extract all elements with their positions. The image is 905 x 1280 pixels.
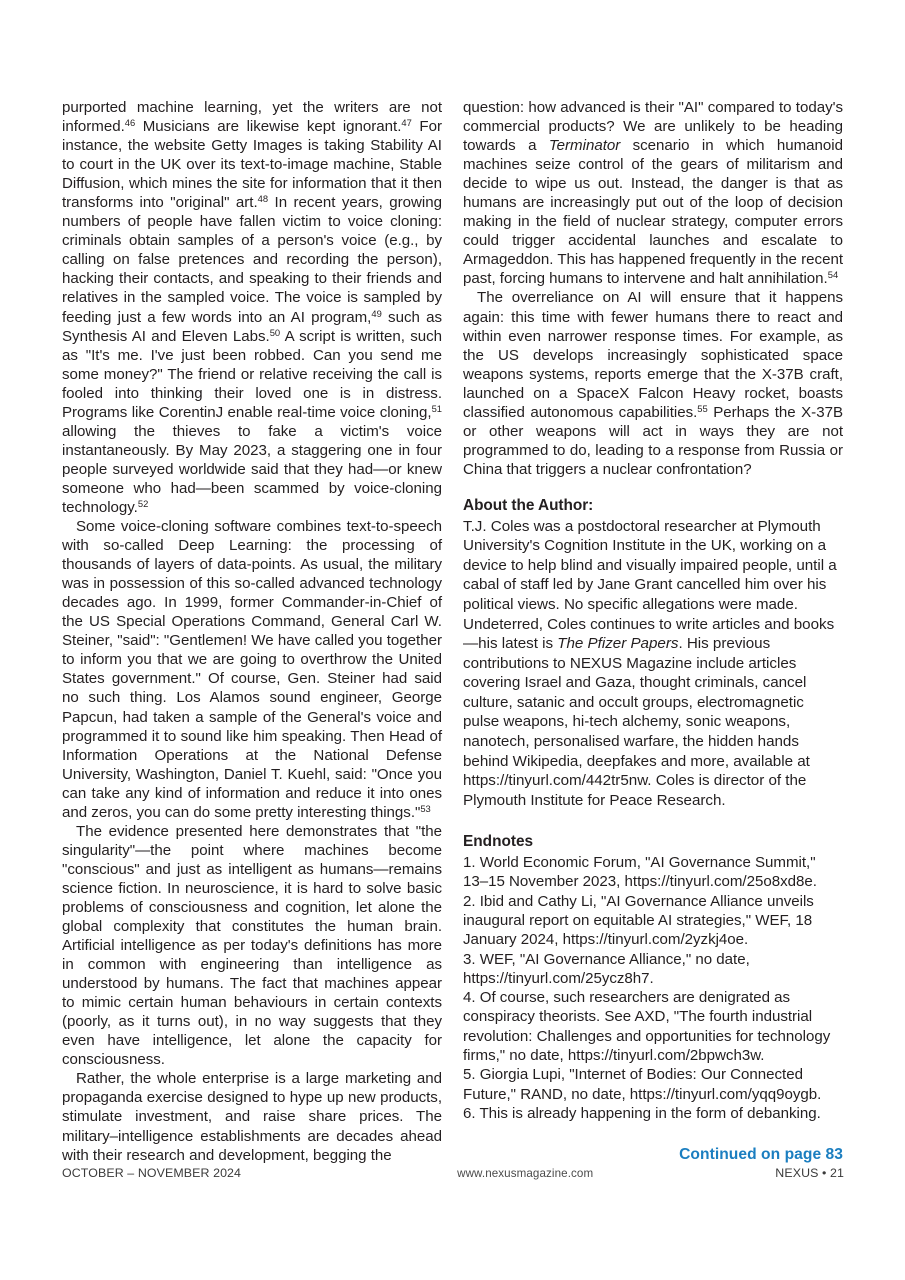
para1-text-f: A script is written, such as "It's me. I've just been robbed. Can you send me some money?" The friend or relative receiving the call is fooled into thinking their loved one is in distress. Programs like CorentinJ enable real-time voice cloning, <box>62 327 442 421</box>
about-the-author-heading: About the Author: <box>463 496 594 514</box>
endnote-marker-47: 47 <box>401 117 412 129</box>
endnote-marker-53: 53 <box>420 802 431 814</box>
endnote-marker-54: 54 <box>827 269 839 281</box>
about-the-author-section <box>463 496 843 811</box>
endnote-marker-55: 55 <box>697 402 708 414</box>
paragraph-continued-from-previous-page <box>62 98 442 517</box>
about-text-a: T.J. Coles was a postdoctoral researcher at Plymouth University's Cognition Institute in the UK, working on a device to help blind and visually impaired people, until a cabal of staff led by Jane Grant cancelled him over his political views. No specific allegations were made. Undeterred, Coles continues to write articles and books—his latest is <box>463 517 837 653</box>
footer-page-number: NEXUS • 21 <box>775 1166 844 1180</box>
endnotes-section <box>463 832 843 1123</box>
right-column <box>463 98 843 1164</box>
page-footer <box>62 1166 844 1184</box>
rpara2-text-a: The overreliance on AI will ensure that it happens again: this time with fewer humans there to react and within even narrower response times. For example, as the US develops increasingly sophisticated space weapons systems, reports emerge that the X-37B craft, launched on a SpaceX Falcon Heavy rocket, boasts classified autonomous capabilities. <box>463 289 843 421</box>
para1-text-d: In recent years, growing numbers of people have fallen victim to voice cloning: criminals obtain samples of a person's voice (e.g., by calling on false pretences and recording the person), hacking their contacts, and speaking to their friends and relatives in the sampled voice. The voice is sampled by feeding just a few words into an AI program, <box>62 194 442 326</box>
two-column-body <box>62 98 844 1164</box>
para1-text-a: purported machine learning, yet the writers are not informed. <box>62 99 442 136</box>
footer-issue-date: OCTOBER – NOVEMBER 2024 <box>62 1166 242 1180</box>
endnote-marker-49: 49 <box>371 307 382 319</box>
endnote-item: 4. Of course, such researchers are denigrated as conspiracy theorists. See AXD, "The fourth industrial revolution: Challenges and opportunities for technology firms," no date, https://tinyurl.com/2bpwch3w. <box>463 989 831 1064</box>
paragraph-terminator-scenario <box>463 98 843 288</box>
rpara1-text-a: question: how advanced is their "AI" compared to today's commercial products? We are unlikely to be heading towards a <box>463 99 843 155</box>
endnote-marker-50: 50 <box>269 326 281 338</box>
footer-website-url: www.nexusmagazine.com <box>457 1167 594 1180</box>
endnote-item: 1. World Economic Forum, "AI Governance Summit," 13–15 November 2023, https://tinyurl.com/25o8xd8e. <box>463 854 817 891</box>
endnote-item: 2. Ibid and Cathy Li, "AI Governance Alliance unveils inaugural report on equitable AI strategies," WEF, 18 January 2024, https://tinyurl.com/2yzkj4oe. <box>463 892 814 949</box>
about-text-b: . His previous contributions to NEXUS Magazine include articles covering Israel and Gaza, thought criminals, cancel culture, satanic and occult groups, electromagnetic pulse weapons, hi-tech alchemy, sonic weapons, nanotech, personalised warfare, the hidden hands behind Wikipedia, deepfakes and more, available at https://tinyurl.com/442tr5nw. Coles is director of the Plymouth Institute for Peace Research. <box>463 635 810 809</box>
endnote-marker-48: 48 <box>257 193 269 205</box>
endnote-item: 6. This is already happening in the form of debanking. <box>463 1104 821 1122</box>
rpara1-text-b: scenario in which humanoid machines seize control of the gears of militarism and decide to wipe us out. Instead, the danger is that as humans are increasingly put out of the loop of decision making in the field of nuclear strategy, computer errors could trigger accidental launches and escalate to Armageddon. This has happened frequently in the recent past, forcing humans to intervene and halt annihilation. <box>463 137 843 288</box>
paragraph-voice-cloning-software <box>62 517 442 822</box>
rpara2-text-b: Perhaps the X-37B or other weapons will act in ways they are not programmed to do, leading to a response from Russia or China that triggers a nuclear confrontation? <box>463 403 843 478</box>
endnote-marker-52: 52 <box>137 497 149 509</box>
endnote-marker-46: 46 <box>124 117 136 129</box>
para1-text-e: such as Synthesis AI and Eleven Labs. <box>62 308 442 345</box>
para1-text-g: allowing the thieves to fake a victim's voice instantaneously. By May 2023, a staggering one in four people surveyed worldwide said that they had—or knew someone who had—been scammed by voice-cloning technology. <box>62 422 442 516</box>
about-the-author-text <box>463 517 843 811</box>
paragraph-evidence-singularity: The evidence presented here demonstrates that "the singularity"—the point where machines become "conscious" and just as intelligent as humans—remains science fiction. In neuroscience, it is hard to solve basic problems of consciousness and cognition, let alone the global complexity that constitutes the human brain. Artificial intelligence as per today's definitions has more in common with engineering than intelligence as understood by humans. The fact that machines appear to mimic certain human behaviours in certain contexts (poorly, as it turns out), in no way suggests that they even have intelligence, let alone the capacity for consciousness. <box>62 822 442 1069</box>
endnote-item: 3. WEF, "AI Governance Alliance," no date, https://tinyurl.com/25ycz8h7. <box>463 950 750 987</box>
left-column <box>62 98 442 1164</box>
paragraph-overreliance-on-ai <box>463 288 843 478</box>
para1-text-b: Musicians are likewise kept ignorant. <box>135 118 402 136</box>
endnote-item: 5. Giorgia Lupi, "Internet of Bodies: Our Connected Future," RAND, no date, https://tinyurl.com/yqq9oygb. <box>463 1066 822 1103</box>
para2-text-a: Some voice-cloning software combines text-to-speech with so-called Deep Learning: the processing of thousands of layers of data-points. As usual, the military was in possession of this so-called advanced technology decades ago. In 1999, former Commander-in-Chief of the US Special Operations Command, General Carl W. Steiner, "said": "Gentlemen! We have called you together to inform you that we are going to overthrow the United States government." Of course, Gen. Steiner had said no such thing. Los Alamos sound engineer, George Papcun, had taken a sample of the General's voice and programmed it to sound like him speaking. Then Head of Information Operations at the National Defense University, Washington, Daniel T. Kuehl, said: "Once you can take any kind of information and reduce it into ones and zeros, you can do some pretty interesting things." <box>62 518 442 821</box>
endnotes-heading: Endnotes <box>463 833 534 851</box>
italic-title-terminator: Terminator <box>548 137 621 155</box>
continued-on-page-link[interactable]: Continued on page 83 <box>679 1146 843 1164</box>
para1-text-c: For instance, the website Getty Images is taking Stability AI to court in the UK over its text-to-image machine, Stable Diffusion, which mines the site for information that it then transforms into "original" art. <box>62 118 442 212</box>
italic-title-pfizer-papers: The Pfizer Papers <box>557 635 679 653</box>
endnote-marker-51: 51 <box>431 402 442 414</box>
paragraph-marketing-propaganda: Rather, the whole enterprise is a large marketing and propaganda exercise designed to hype up new products, stimulate investment, and raise share prices. The military–intelligence establishments are decades ahead with their research and development, begging the <box>62 1070 442 1164</box>
